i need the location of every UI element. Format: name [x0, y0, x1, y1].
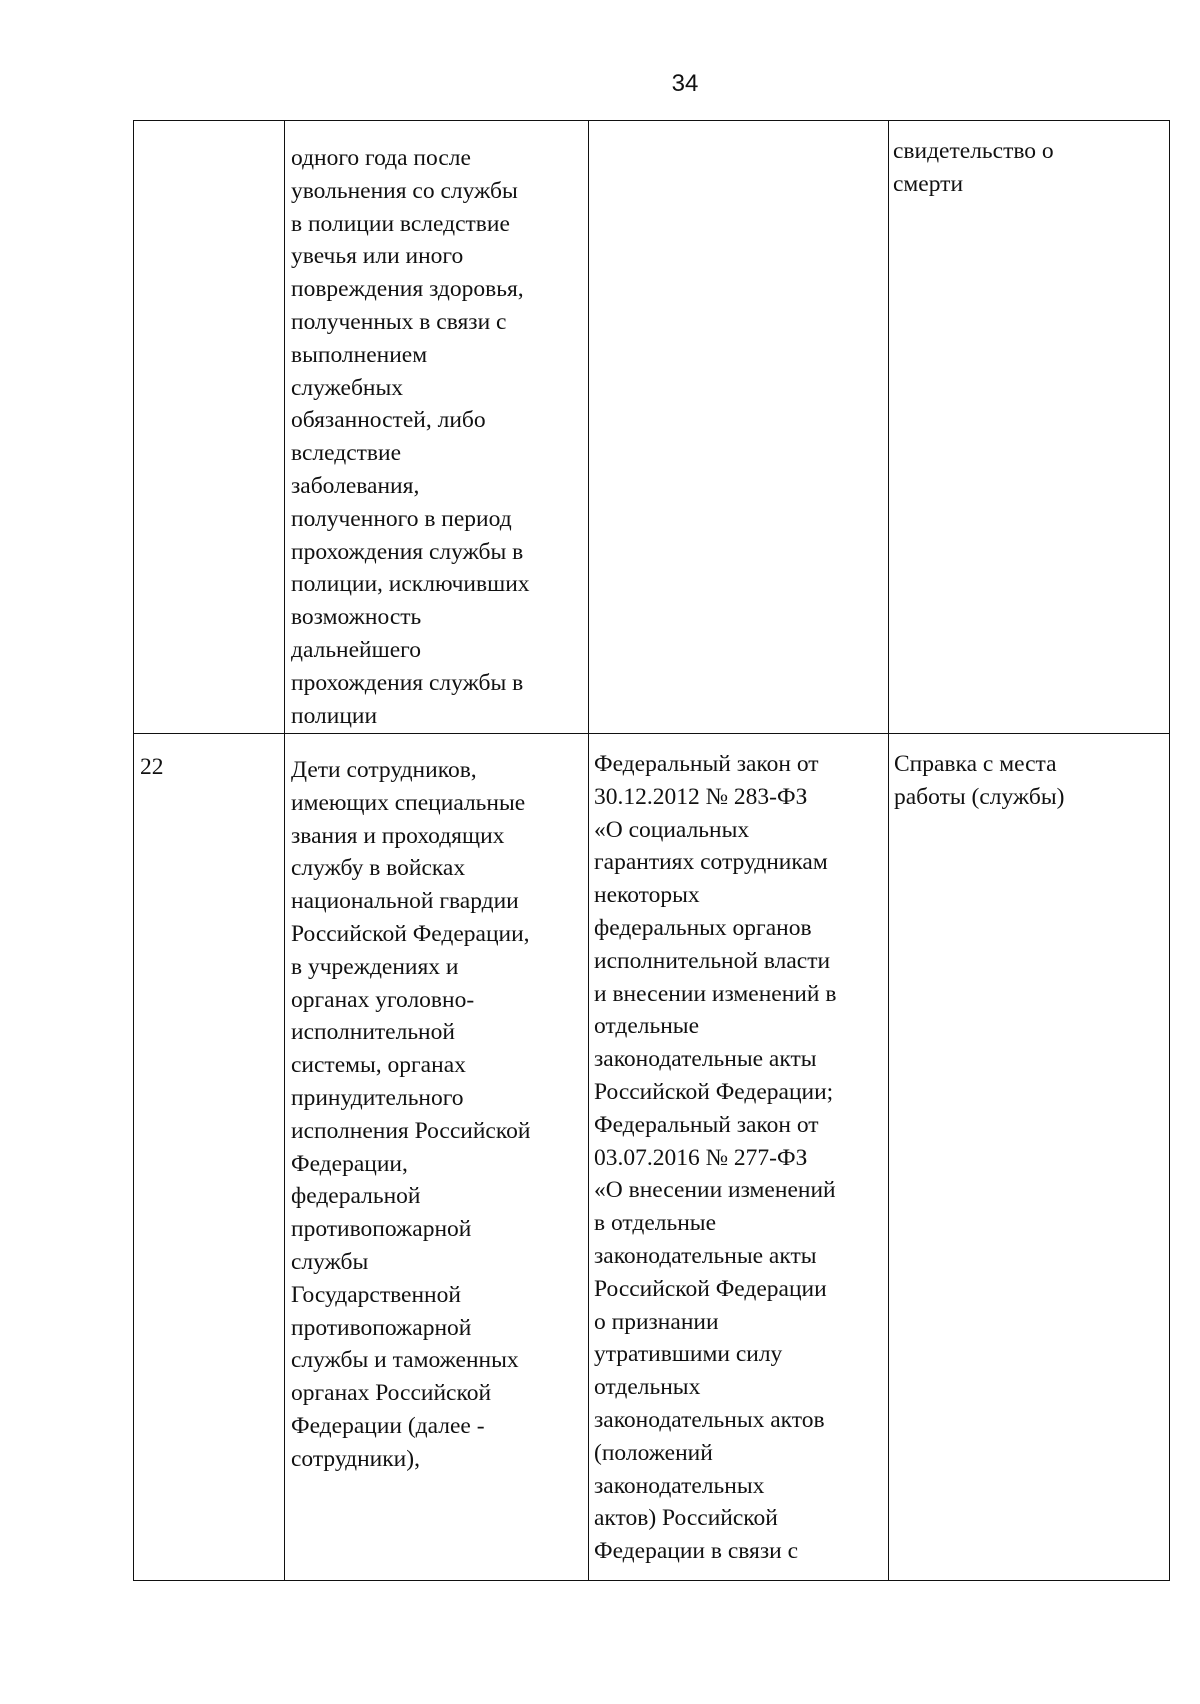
law-cell: [589, 121, 889, 734]
row-number: 22: [140, 754, 164, 780]
document-text: свидетельство о смерти: [893, 138, 1054, 197]
page-number: 34: [671, 70, 699, 97]
category-text: Дети сотрудников, имеющих специальные звания и проходящих службу в войсках национальной гвардии Российской Федерации, в учреждениях и органах уголовно- исполнительной системы, органах принудительного исполнения Российской Федерации, федеральной противопожарной службы Государственной противопожарной службы и таможенных органах Российской Федерации (далее - сотрудники),: [291, 757, 531, 1472]
document-cell: [889, 121, 1170, 734]
document-text: Справка с места работы (службы): [894, 751, 1065, 810]
row-number-cell: [134, 121, 285, 734]
category-text: одного года после увольнения со службы в полиции вследствие увечья или иного повреждения здоровья, полученных в связи с выполнением служебных обязанностей, либо вследствие заболевания, полученного в период прохождения службы в полиции, исключивших возможность дальнейшего прохождения службы в полиции: [291, 145, 530, 729]
law-cell: [589, 734, 889, 1581]
table-row: [134, 121, 1170, 734]
category-cell: [285, 121, 589, 734]
table-row: [134, 734, 1170, 1581]
benefits-table: [133, 120, 1170, 1581]
category-cell: [285, 734, 589, 1581]
row-number-cell: [134, 734, 285, 1581]
law-text: Федеральный закон от 30.12.2012 № 283-ФЗ «О социальных гарантиях сотрудникам некоторых федеральных органов исполнительной власти и внесении изменений в отдельные законодательные акты Российской Федерации; Федеральный закон от 03.07.2016 № 277-ФЗ «О внесении изменений в отдельные законодательные акты Российской Федерации о признании утратившими силу отдельных законодательных актов (положений законодательных актов) Российской Федерации в связи с: [594, 751, 837, 1565]
document-cell: [889, 734, 1170, 1581]
